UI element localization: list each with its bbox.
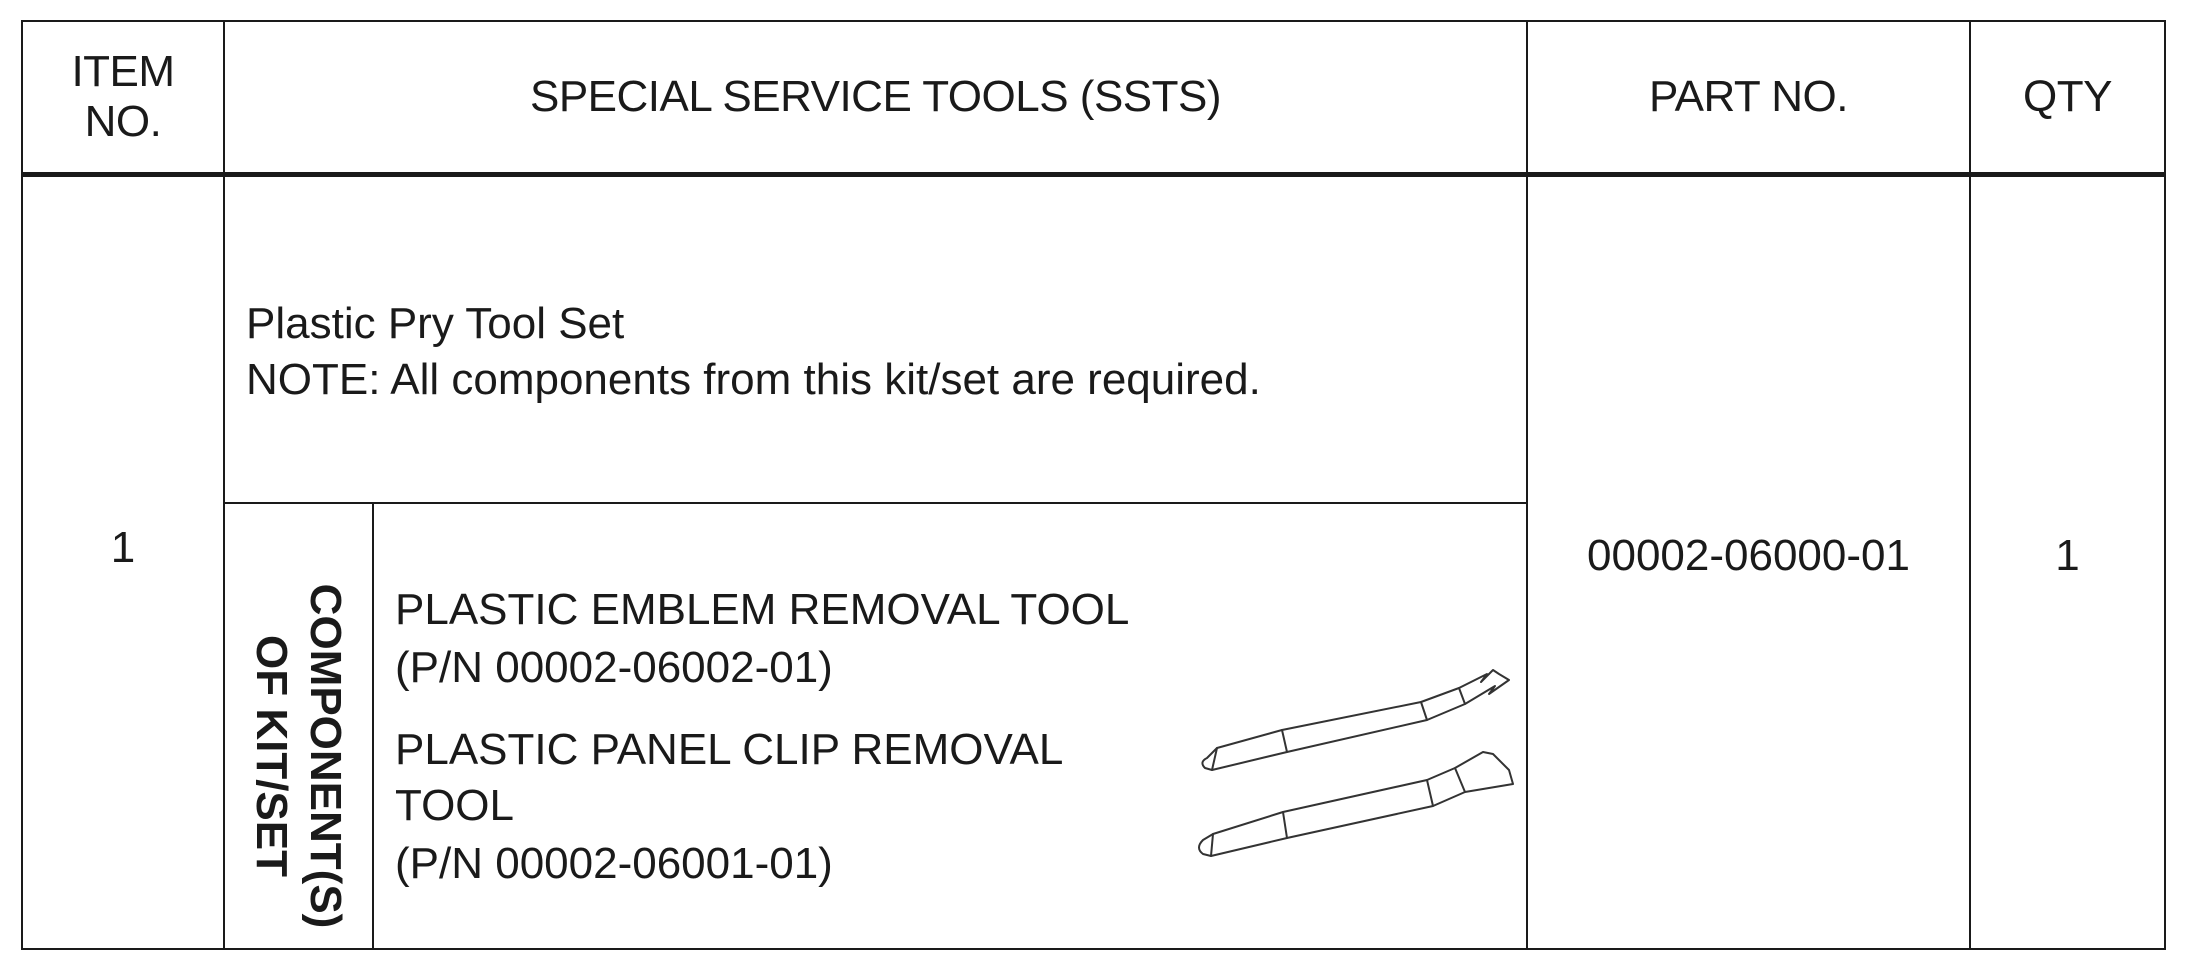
- components-label-line1: COMPONENT(S): [301, 583, 350, 929]
- components-label: [224, 504, 372, 948]
- sst-table: [21, 20, 2166, 950]
- item-number: 1: [110, 522, 136, 572]
- component-1-name: PLASTIC EMBLEM REMOVAL TOOL: [395, 585, 1130, 634]
- tool-name: Plastic Pry Tool Set: [246, 299, 625, 348]
- border-bottom: [21, 948, 2166, 950]
- part-number: 00002-06000-01: [1587, 530, 1910, 580]
- quantity: 1: [2055, 530, 2080, 580]
- emblem-removal-tool-icon: [1202, 670, 1509, 770]
- component-2-name: PLASTIC PANEL CLIP REMOVAL: [395, 725, 1064, 774]
- component-2-part-ref: (P/N 00002-06001-01): [395, 839, 833, 888]
- header-special-service-tools: SPECIAL SERVICE TOOLS (SSTS): [529, 72, 1222, 121]
- header-qty: QTY: [2023, 72, 2112, 121]
- component-2-name-cont: TOOL: [395, 781, 515, 830]
- components-label-divider: [372, 503, 374, 949]
- panel-clip-removal-tool-icon: [1199, 752, 1513, 856]
- components-label-line2: OF KIT/SET: [247, 635, 296, 877]
- header-part-no: PART NO.: [1649, 72, 1848, 121]
- header-item-no: ITEM NO.: [71, 47, 175, 146]
- components-divider: [224, 502, 1527, 504]
- border-right: [2164, 20, 2166, 950]
- pry-tools-illustration: [1197, 630, 1527, 870]
- component-1-part-ref: (P/N 00002-06002-01): [395, 643, 833, 692]
- tool-note: NOTE: All components from this kit/set are required.: [246, 355, 1261, 404]
